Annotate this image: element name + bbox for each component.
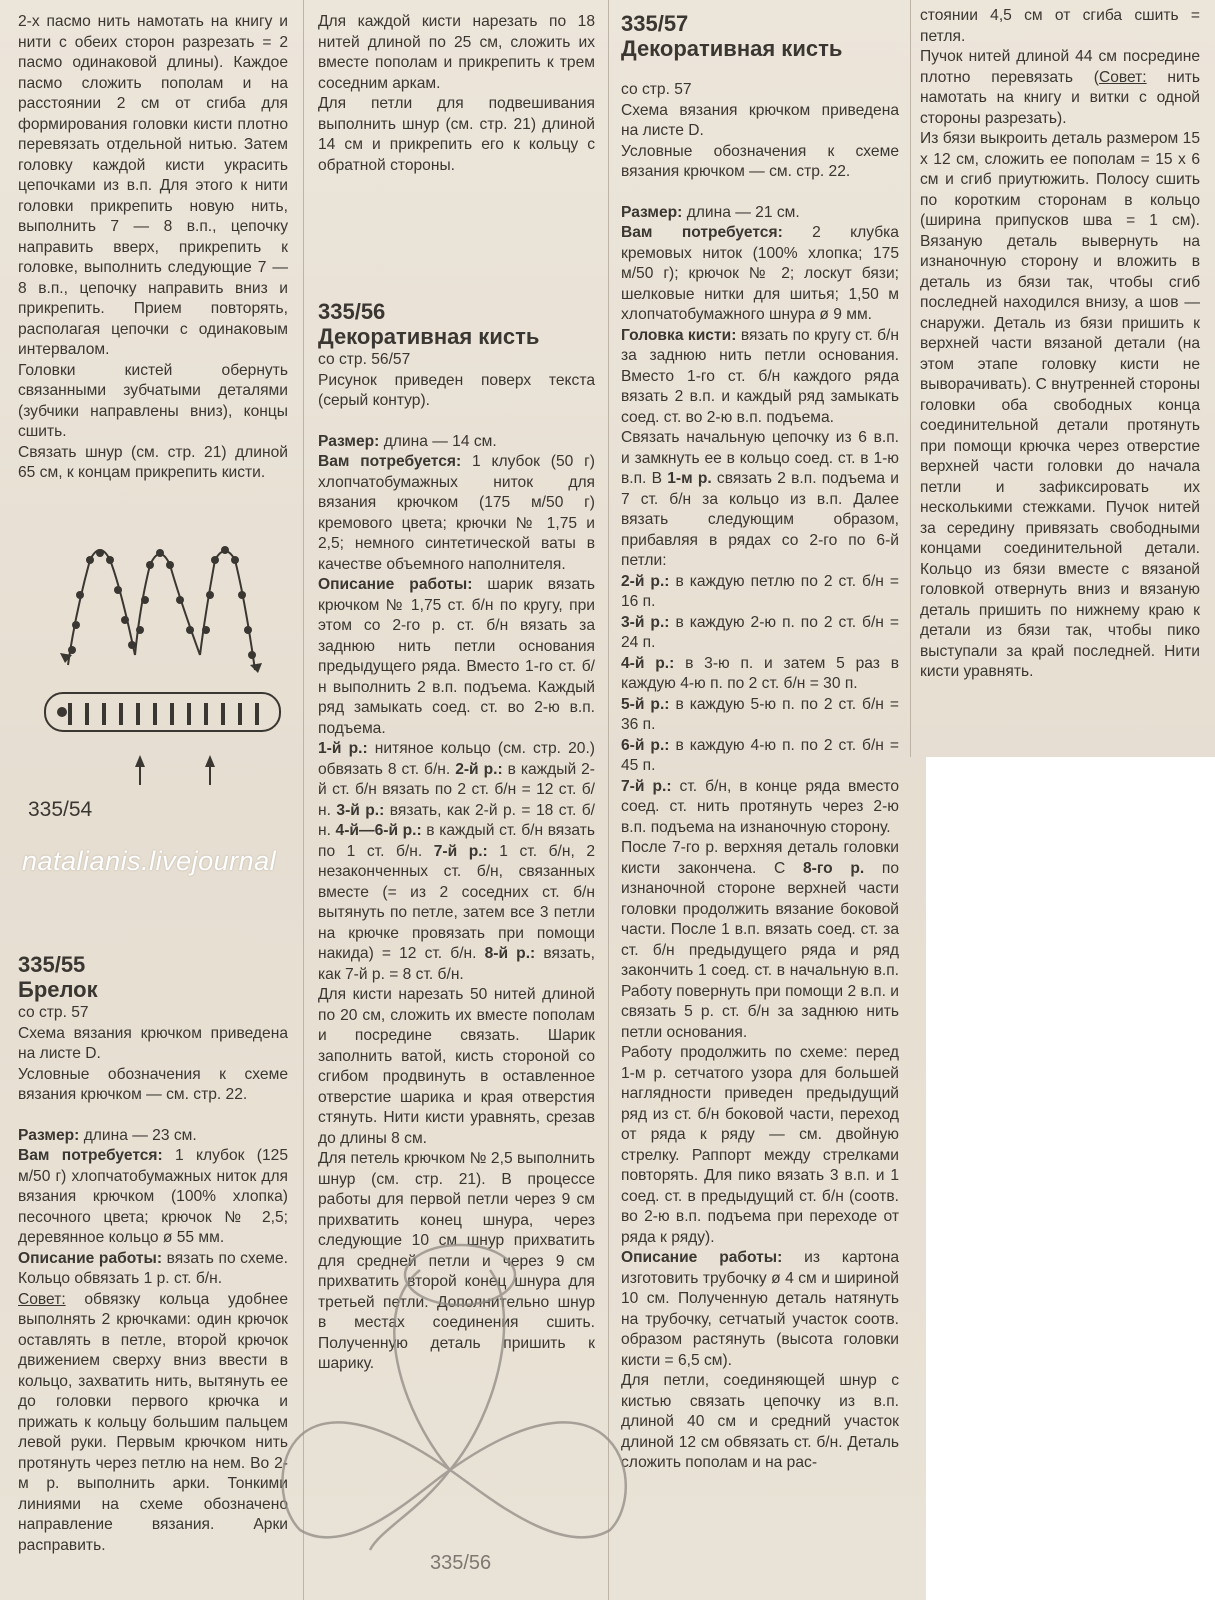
column-separator bbox=[303, 0, 304, 1600]
section-number: 335/56 bbox=[318, 299, 386, 324]
description: Описание работы: вязать по схеме. Кольцо обвязать 1 р. ст. б/н. bbox=[18, 1249, 289, 1287]
description: Описание работы: из картона изготовить трубочку ø 4 см и шириной 10 см. Полученную деталь натянуть на трубочку, сетчатый участок соотв. образом растянуть (высота головки кисти = 6,5 см). bbox=[621, 1249, 899, 1369]
section-title: Декоративная кисть bbox=[621, 36, 843, 61]
ring-outline bbox=[45, 693, 280, 731]
size-line: Размер: длина — 23 см. bbox=[18, 1126, 197, 1144]
crochet-chart-335-54 bbox=[40, 545, 290, 795]
paragraph: Для каждой кисти нарезать по 18 нитей длиной по 25 см, сложить их вместе пополам и прикрепить к трем соседним аркам. bbox=[318, 13, 595, 92]
rows-instructions: 1-й р.: нитяное кольцо (см. стр. 20.) обвязать 8 ст. б/н. 2-й р.: в каждый 2-й ст. б/н вязать по 2 ст. б/н = 12 ст. б/н. 3-й р.: вязать, как 2-й р. = 18 ст. б/н. 4-й—6-й р.: в каждый ст. б/н вязать по 1 ст. б/н. 7-й р.: 1 ст. б/н, 2 незаконченных ст. б/н, связанных вместе (= из 2 соседних ст. б/н вытянуть по петле, затем все 3 петли на крючке провязать при помощи накида) = 12 ст. б/н. 8-й р.: вязать, как 7-й р. = 8 ст. б/н. bbox=[318, 740, 595, 983]
paragraph: Для кисти нарезать 50 нитей длиной по 20 см, сложить их вместе пополам и посредине связать. Шарик заполнить ватой, кисть стороной со сгибом продвинуть в оставленное отверстие шарика и края отверстия стянуть. Нити кисти уравнять, срезав до длины 8 см. bbox=[318, 986, 595, 1147]
legend-note: Условные обозначения к схеме вязания крючком — см. стр. 22. bbox=[621, 142, 899, 180]
section-335-57 bbox=[621, 12, 899, 1474]
paragraph: Связать шнур (см. стр. 21) длиной 65 см, к концам прикрепить кисти. bbox=[18, 443, 288, 481]
scheme-note: Схема вязания крючком приведена на листе D. bbox=[18, 1024, 288, 1062]
legend-note: Условные обозначения к схеме вязания крючком — см. стр. 22. bbox=[18, 1065, 288, 1103]
watermark: natalianis.livejournal bbox=[22, 846, 277, 876]
cord-loop-outline bbox=[370, 1470, 450, 1550]
arch-line bbox=[200, 551, 255, 670]
paragraph: 2-х пасмо нить намотать на книгу и нити с обеих сторон разрезать = 2 пасмо одинаковой длины). Каждое пасмо сложить пополам и на расстоянии 2 см от сгиба для формирования головки кисти плотно перевязать отдельной нитью. Затем головку каждой кисти украсить цепочками из в.п. Для этого к нити головки прикрепить новую нить, выполнить 7 — 8 в.п., цепочку направить вверх, прикрепить к головке, выполнить следующие 7 — 8 в.п., цепочку направить вниз и прикрепить. Прием повторять, располагая цепочки с одинаковым интервалом. bbox=[18, 13, 288, 358]
paragraph: Для петель крючком № 2,5 выполнить шнур (см. стр. 21). В процессе работы для первой петли через 9 см прихватить конец шнура, через следующие 10 см шнур прихватить для средней петли и через 9 см прихватить второй конец шнура для третьей петли. Дополнительно шнур в местах соединения сшить. Полученную деталь пришить к шарику. bbox=[318, 1150, 595, 1372]
size-line: Размер: длина — 21 см. bbox=[621, 203, 800, 221]
section-335-56 bbox=[318, 300, 595, 1375]
arch-line bbox=[135, 554, 200, 655]
row-item: 6-й р.: в каждую 4-ю п. по 2 ст. б/н = 45 п. bbox=[621, 736, 899, 774]
section-number: 335/55 bbox=[18, 952, 86, 977]
row-item: 3-й р.: в каждую 2-ю п. по 2 ст. б/н = 24 п. bbox=[621, 613, 899, 651]
paragraph: Пучок нитей длиной 44 см посредине плотно перевязать (Совет: нить намотать на книгу и витки с одной стороны разрезать). bbox=[920, 48, 1200, 127]
paragraph: Работу продолжить по схеме: перед 1-м р. сетчатого узора для большей наглядности приведен предыдущий ряд из ст. б/н боковой части, переход от ряда к ряду — см. двойную стрелку. Раппорт между стрелками повторять. Для пико вязать 3 в.п. и 1 соед. ст. в предыдущий ст. б/н (соотв. во 2-ю в.п. подъема при переходе от ряда к ряду). bbox=[621, 1044, 899, 1246]
paragraph: После 7-го р. верхняя деталь головки кисти закончена. С 8-го р. по изнаночной стороне верхней части головки продолжить вязание боковой части. После 1 в.п. вязать соед. ст. за ст. б/н предыдущего ряда и ряд закончить 1 соед. ст. в начальную в.п. Работу повернуть при помощи 2 в.п. и связать 5 р. ст. б/н за заднюю нить петли основания. bbox=[621, 839, 899, 1041]
head-instructions: Головка кисти: вязать по кругу ст. б/н за заднюю нить петли основания. Вместо 1-го ст. б/н каждого ряда вязать 2 в.п. и каждый ряд замыкать соед. ст. во 2-ю в.п. подъема. bbox=[621, 326, 899, 426]
row-item: 2-й р.: в каждую петлю по 2 ст. б/н = 16 п. bbox=[621, 572, 899, 610]
tip: Совет: обвязку кольца удобнее выполнять 2 крючками: один крючок оставлять в петле, второй крючок движением сверху вниз ввести в кольцо, захватить нить, вытянуть ее до головки первого крючка и прижать к кольцу большим пальцем левой руки. Первым крючком нить протянуть через петлю на нем. Во 2-м р. выполнить арки. Тонкими линиями на схеме обозначено направление вязания. Арки расправить. bbox=[18, 1290, 288, 1554]
size-line: Размер: длина — 14 см. bbox=[318, 432, 497, 450]
scheme-note: Схема вязания крючком приведена на листе D. bbox=[621, 101, 899, 139]
page-ref: со стр. 57 bbox=[18, 1004, 89, 1021]
materials: Вам потребуется: 1 клубок (125 м/50 г) хлопчатобумажных ниток для вязания крючком (100% хлопка) песочного цвета; крючок № 2,5; деревянное кольцо ø 55 мм. bbox=[18, 1147, 288, 1246]
column-4 bbox=[920, 6, 1200, 683]
materials: Вам потребуется: 1 клубок (50 г) хлопчатобумажных ниток для вязания крючком (175 м/50 г) кремового цвета; крючки № 1,75 и 2,5; немного синтетической ваты в качестве объемного наполнителя. bbox=[318, 453, 595, 573]
column-2 bbox=[318, 12, 595, 176]
column-separator bbox=[608, 0, 609, 1600]
picture-note: Рисунок приведен поверх текста (серый контур). bbox=[318, 371, 595, 409]
page-ref: со стр. 57 bbox=[621, 81, 692, 98]
row-item: 7-й р.: ст. б/н, в конце ряда вместо соед. ст. нить протянуть через 2-ю в.п. подъема на изнаночную сторону. bbox=[621, 777, 899, 836]
paragraph: Головки кистей обернуть связанными зубчатыми деталями (зубчики направлены вниз), концы сшить. bbox=[18, 361, 288, 440]
diagram-label: 335/54 bbox=[28, 798, 93, 821]
arch-line bbox=[68, 550, 135, 665]
column-1 bbox=[18, 12, 288, 484]
cord-loop-outline bbox=[282, 1422, 450, 1537]
section-335-55 bbox=[18, 953, 288, 1556]
page-ref: со стр. 56/57 bbox=[318, 351, 411, 368]
column-separator bbox=[910, 0, 911, 757]
paragraph: Связать начальную цепочку из 6 в.п. и замкнуть ее в кольцо соед. ст. в 1-ю в.п. В 1-м р. связать 2 в.п. подъема и 7 ст. б/н за кольцо из в.п. Далее вязать следующим образом, прибавляя в рядах со 2-го по 6-й петли: bbox=[621, 429, 899, 569]
paragraph: Для петли для подвешивания выполнить шнур (см. стр. 21) длиной 14 см и прикрепить его к кольцу с обратной стороны. bbox=[318, 95, 595, 174]
cord-loop-outline bbox=[450, 1422, 626, 1537]
paragraph: Для петли, соединяющей шнур с кистью связать цепочку из в.п. длиной 40 см и средний участок длиной 12 см обвязать ст. б/н. Деталь сложить пополам и на рас- bbox=[621, 1372, 899, 1471]
materials: Вам потребуется: 2 клубка кремовых ниток (100% хлопка; 175 м/50 г); крючок № 2; лоскут бязи; шелковые нитки для шитья; 1,50 м хлопчатобумажного шнура ø 9 мм. bbox=[621, 224, 899, 323]
row-item: 5-й р.: в каждую 5-ю п. по 2 ст. б/н = 36 п. bbox=[621, 695, 899, 733]
section-title: Брелок bbox=[18, 977, 98, 1002]
row-item: 4-й р.: в 3-ю п. и затем 5 раз в каждую 4-ю п. по 2 ст. б/н = 30 п. bbox=[621, 654, 900, 692]
figure-label: 335/56 bbox=[430, 1552, 492, 1574]
blank-area bbox=[926, 757, 1215, 1600]
paragraph: стоянии 4,5 см от сгиба сшить = петля. bbox=[920, 7, 1200, 45]
paragraph: Из бязи выкроить деталь размером 15 х 12 см, сложить ее пополам = 15 х 6 см и сгиб приутюжить. Полосу сшить по коротким сторонам в кольцо (ширина припусков шва = 1 см). Вязаную деталь вывернуть на изнаночную сторону и вложить в деталь из бязи так, чтобы сгиб последней находился внизу, а шов — снаружи. Деталь из бязи пришить к верхней части вязаной детали (на этом этапе головку кисти не выворачивать). С внутренней стороны головки оба свободных конца соединительной детали протянуть при помощи крючка через отверстие верхней части головки до начала петли и зафиксировать их несколькими стежками. Пучок нитей за середину привязать свободными концами соединительной детали. Кольцо из бязи вместе с вязаной головкой отвернуть вниз и вязаную деталь пришить по нижнему краю к детали из бязи так, чтобы пико выступали за край последней. Нити кисти уравнять. bbox=[920, 130, 1200, 680]
description: Описание работы: шарик вязать крючком № 1,75 ст. б/н по кругу, при этом со 2-го р. ст. б/н вязать за заднюю нить петли основания предыдущего ряда. Вместо 1-го ст. б/н выполнить 2 в.п. подъема. Каждый ряд замыкать соед. ст. во 2-ю в.п. подъема. bbox=[318, 576, 596, 737]
section-number: 335/57 bbox=[621, 11, 689, 36]
section-title: Декоративная кисть bbox=[318, 324, 540, 349]
